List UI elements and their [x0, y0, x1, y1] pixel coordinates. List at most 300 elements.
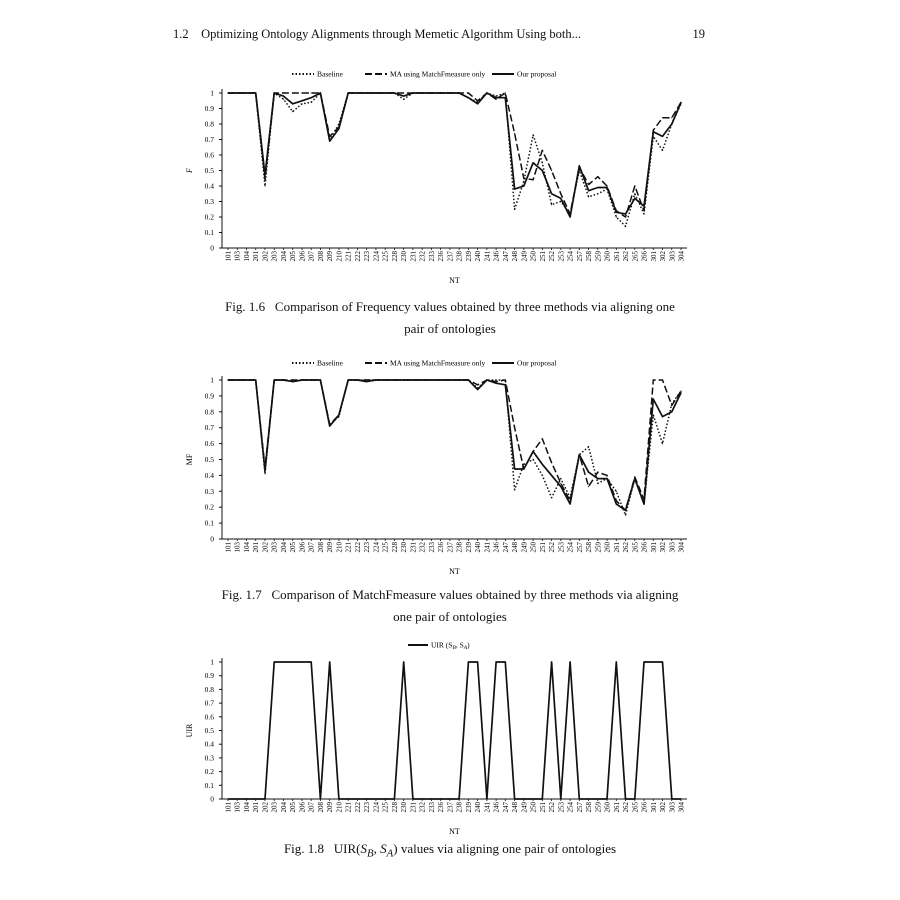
data-point: [255, 379, 256, 380]
data-point: [348, 92, 349, 93]
data-point: [264, 473, 265, 474]
data-point: [551, 193, 552, 194]
data-point: [477, 389, 478, 390]
data-point: [643, 213, 644, 214]
data-point: [616, 491, 617, 492]
x-tick-label: 233: [427, 542, 436, 553]
data-point: [671, 798, 672, 799]
data-point: [246, 798, 247, 799]
x-tick-label: 101: [224, 542, 233, 553]
data-point: [514, 189, 515, 190]
y-tick-label: 0.1: [204, 228, 214, 237]
data-point: [588, 446, 589, 447]
data-point: [431, 798, 432, 799]
series-line-dashed: [228, 380, 681, 510]
data-point: [653, 131, 654, 132]
data-point: [653, 414, 654, 415]
x-tick-label: 206: [298, 251, 307, 262]
data-point: [653, 379, 654, 380]
data-point: [394, 379, 395, 380]
x-tick-label: 240: [474, 542, 483, 553]
data-point: [227, 798, 228, 799]
data-point: [366, 798, 367, 799]
data-point: [311, 379, 312, 380]
x-tick-label: 254: [566, 802, 575, 813]
x-tick-label: 304: [677, 251, 686, 262]
x-tick-label: 241: [483, 802, 492, 813]
x-tick-label: 232: [418, 251, 427, 262]
x-tick-label: 257: [575, 251, 584, 262]
x-tick-label: 251: [538, 802, 547, 813]
data-point: [560, 798, 561, 799]
x-tick-label: 208: [316, 802, 325, 813]
data-point: [588, 184, 589, 185]
data-point: [459, 798, 460, 799]
legend-label: MA using MatchFmeasure only: [390, 69, 486, 79]
y-tick-label: 0.4: [204, 739, 214, 749]
x-tick-label: 209: [326, 802, 335, 813]
data-point: [680, 102, 681, 103]
data-point: [662, 443, 663, 444]
x-tick-label: 201: [252, 802, 261, 813]
y-axis-title: UIR: [185, 723, 194, 738]
data-point: [560, 198, 561, 199]
data-point: [477, 384, 478, 385]
x-tick-label: 224: [372, 542, 381, 553]
data-point: [560, 483, 561, 484]
legend-label: Our proposal: [517, 69, 557, 79]
data-point: [606, 478, 607, 479]
data-point: [680, 798, 681, 799]
data-point: [375, 798, 376, 799]
x-tick-label: 250: [529, 542, 538, 553]
x-tick-label: 248: [511, 251, 520, 262]
data-point: [514, 427, 515, 428]
data-point: [422, 92, 423, 93]
caption-fig-1-6: [150, 296, 750, 340]
data-point: [662, 379, 663, 380]
data-point: [662, 136, 663, 137]
x-tick-label: 266: [640, 802, 649, 813]
data-point: [320, 379, 321, 380]
data-point: [301, 100, 302, 101]
data-point: [569, 216, 570, 217]
x-tick-label: 260: [603, 542, 612, 553]
data-point: [597, 483, 598, 484]
data-point: [329, 426, 330, 427]
x-tick-label: 254: [566, 251, 575, 262]
figure-1-6: [170, 62, 730, 292]
data-point: [274, 379, 275, 380]
data-point: [329, 661, 330, 662]
x-tick-label: 260: [603, 251, 612, 262]
data-point: [542, 438, 543, 439]
data-point: [560, 193, 561, 194]
x-axis-title: NT: [449, 827, 460, 836]
y-tick-label: 1: [210, 88, 214, 98]
x-tick-label: 205: [289, 802, 298, 813]
data-point: [542, 170, 543, 171]
data-point: [449, 798, 450, 799]
data-point: [551, 497, 552, 498]
y-tick-label: 0.1: [204, 518, 214, 528]
data-point: [459, 92, 460, 93]
x-tick-label: 301: [649, 251, 658, 262]
x-tick-label: 259: [594, 802, 603, 813]
data-point: [496, 99, 497, 100]
x-tick-label: 231: [409, 251, 418, 262]
y-tick-label: 0.6: [204, 439, 214, 449]
data-point: [514, 489, 515, 490]
y-tick-label: 0.3: [204, 197, 214, 206]
x-tick-label: 262: [622, 251, 631, 262]
x-tick-label: 103: [233, 802, 242, 813]
data-point: [459, 379, 460, 380]
series-line-dashed: [228, 93, 681, 217]
data-point: [264, 798, 265, 799]
data-point: [606, 187, 607, 188]
x-tick-label: 203: [270, 802, 279, 813]
data-point: [542, 162, 543, 163]
x-tick-label: 205: [289, 542, 298, 553]
data-point: [468, 97, 469, 98]
data-point: [653, 661, 654, 662]
data-point: [292, 381, 293, 382]
data-point: [532, 798, 533, 799]
x-tick-label: 262: [622, 542, 631, 553]
data-point: [671, 411, 672, 412]
data-point: [523, 185, 524, 186]
x-tick-label: 101: [224, 802, 233, 813]
data-point: [292, 111, 293, 112]
x-tick-label: 231: [409, 542, 418, 553]
data-point: [227, 379, 228, 380]
x-tick-label: 230: [400, 251, 409, 262]
data-point: [477, 100, 478, 101]
x-tick-label: 231: [409, 802, 418, 813]
data-point: [606, 185, 607, 186]
data-point: [616, 212, 617, 213]
y-tick-label: 0.7: [204, 698, 214, 708]
data-point: [597, 193, 598, 194]
data-point: [237, 798, 238, 799]
y-tick-label: 0.5: [204, 166, 214, 175]
data-point: [514, 209, 515, 210]
data-point: [375, 92, 376, 93]
x-tick-label: 239: [464, 251, 473, 262]
x-tick-label: 250: [529, 802, 538, 813]
x-tick-label: 232: [418, 802, 427, 813]
x-tick-label: 221: [344, 251, 353, 262]
y-tick-label: 0.4: [204, 470, 214, 480]
caption-text-line2: one pair of ontologies: [393, 609, 507, 624]
x-tick-label: 224: [372, 802, 381, 813]
x-tick-label: 222: [353, 251, 362, 262]
x-tick-label: 248: [511, 802, 520, 813]
data-point: [440, 379, 441, 380]
data-point: [283, 661, 284, 662]
caption-text-line2: pair of ontologies: [404, 321, 496, 336]
data-point: [440, 798, 441, 799]
data-point: [486, 379, 487, 380]
data-point: [569, 503, 570, 504]
data-point: [440, 92, 441, 93]
data-point: [357, 92, 358, 93]
data-point: [662, 661, 663, 662]
data-point: [412, 92, 413, 93]
data-point: [542, 150, 543, 151]
x-tick-label: 222: [353, 542, 362, 553]
y-axis-title: F: [185, 168, 194, 173]
legend-label: Baseline: [317, 358, 343, 368]
data-point: [357, 798, 358, 799]
y-tick-label: 0: [210, 243, 214, 253]
data-point: [634, 798, 635, 799]
data-point: [532, 179, 533, 180]
data-point: [264, 185, 265, 186]
data-point: [551, 475, 552, 476]
caption-label: Fig. 1.8: [283, 841, 325, 856]
x-tick-label: 252: [548, 542, 557, 553]
y-tick-label: 0.7: [204, 135, 214, 144]
x-tick-label: 247: [501, 251, 510, 262]
running-head: [173, 27, 705, 42]
legend-label: Our proposal: [517, 358, 557, 368]
data-point: [532, 451, 533, 452]
x-tick-label: 207: [307, 802, 316, 813]
data-point: [496, 383, 497, 384]
data-point: [606, 798, 607, 799]
data-point: [505, 97, 506, 98]
caption-text: $UIR(S_B$, $S_A$) values via aligning one pair of ontologies: [333, 841, 617, 860]
y-tick-label: 0.6: [204, 712, 214, 722]
x-tick-label: 303: [668, 542, 677, 553]
x-tick-label: 209: [326, 542, 335, 553]
y-tick-label: 0.8: [204, 684, 214, 694]
data-point: [523, 181, 524, 182]
data-point: [403, 661, 404, 662]
x-tick-label: 236: [437, 251, 446, 262]
x-tick-label: 253: [557, 251, 566, 262]
data-point: [274, 661, 275, 662]
y-tick-label: 0.7: [204, 423, 214, 433]
x-tick-label: 225: [381, 802, 390, 813]
data-point: [634, 198, 635, 199]
x-tick-label: 104: [242, 542, 251, 553]
data-point: [505, 92, 506, 93]
x-tick-label: 222: [353, 802, 362, 813]
data-point: [532, 162, 533, 163]
data-point: [449, 379, 450, 380]
data-point: [412, 798, 413, 799]
data-point: [597, 176, 598, 177]
data-point: [597, 478, 598, 479]
x-tick-label: 261: [612, 542, 621, 553]
data-point: [468, 92, 469, 93]
x-tick-label: 201: [252, 542, 261, 553]
data-point: [653, 398, 654, 399]
data-point: [560, 486, 561, 487]
data-point: [385, 92, 386, 93]
x-tick-label: 259: [594, 542, 603, 553]
data-point: [301, 103, 302, 104]
x-tick-label: 233: [427, 251, 436, 262]
chart-uir: [170, 634, 730, 839]
data-point: [255, 798, 256, 799]
data-point: [579, 165, 580, 166]
data-point: [431, 92, 432, 93]
data-point: [542, 475, 543, 476]
x-tick-label: 236: [437, 542, 446, 553]
y-tick-label: 1: [210, 657, 214, 667]
x-tick-label: 210: [335, 251, 344, 262]
data-point: [625, 798, 626, 799]
data-point: [255, 92, 256, 93]
x-tick-label: 262: [622, 802, 631, 813]
x-tick-label: 304: [677, 542, 686, 553]
data-point: [643, 503, 644, 504]
x-tick-label: 250: [529, 251, 538, 262]
data-point: [588, 190, 589, 191]
data-point: [320, 92, 321, 93]
data-point: [643, 206, 644, 207]
data-point: [505, 661, 506, 662]
caption-label: Fig. 1.6: [225, 299, 266, 314]
x-tick-label: 246: [492, 251, 501, 262]
data-point: [246, 92, 247, 93]
x-tick-label: 253: [557, 802, 566, 813]
x-tick-label: 237: [446, 802, 455, 813]
data-point: [634, 478, 635, 479]
data-point: [625, 226, 626, 227]
data-point: [579, 454, 580, 455]
data-point: [301, 379, 302, 380]
y-tick-label: 0.3: [204, 486, 214, 496]
x-tick-label: 206: [298, 802, 307, 813]
data-point: [505, 379, 506, 380]
x-tick-label: 104: [242, 802, 251, 813]
y-tick-label: 0.8: [204, 119, 214, 129]
x-tick-label: 304: [677, 802, 686, 813]
data-point: [246, 379, 247, 380]
data-point: [311, 92, 312, 93]
x-tick-label: 241: [483, 251, 492, 262]
x-tick-label: 251: [538, 542, 547, 553]
data-point: [468, 661, 469, 662]
x-tick-label: 202: [261, 542, 270, 553]
data-point: [348, 798, 349, 799]
data-point: [394, 92, 395, 93]
x-tick-label: 260: [603, 802, 612, 813]
data-point: [292, 92, 293, 93]
data-point: [385, 798, 386, 799]
y-tick-label: 0.2: [204, 502, 214, 512]
x-tick-label: 265: [631, 251, 640, 262]
x-tick-label: 252: [548, 802, 557, 813]
data-point: [588, 472, 589, 473]
data-point: [514, 468, 515, 469]
x-tick-label: 237: [446, 542, 455, 553]
section-title: Optimizing Ontology Alignments through Memetic Algorithm Using both...: [201, 27, 581, 41]
x-axis-title: NT: [449, 567, 460, 576]
x-tick-label: 249: [520, 251, 529, 262]
x-tick-label: 248: [511, 542, 520, 553]
data-point: [662, 117, 663, 118]
data-point: [671, 123, 672, 124]
caption-label: Fig. 1.7: [221, 587, 262, 602]
data-point: [625, 216, 626, 217]
data-point: [532, 459, 533, 460]
section-number: 1.2: [173, 27, 189, 41]
data-point: [412, 379, 413, 380]
data-point: [375, 379, 376, 380]
data-point: [348, 379, 349, 380]
data-point: [569, 661, 570, 662]
data-point: [264, 175, 265, 176]
data-point: [523, 468, 524, 469]
data-point: [653, 130, 654, 131]
x-tick-label: 238: [455, 251, 464, 262]
x-tick-label: 104: [242, 251, 251, 262]
x-tick-label: 246: [492, 542, 501, 553]
data-point: [496, 379, 497, 380]
x-tick-label: 258: [585, 802, 594, 813]
x-tick-label: 221: [344, 802, 353, 813]
data-point: [662, 416, 663, 417]
data-point: [625, 510, 626, 511]
data-point: [301, 92, 302, 93]
data-point: [422, 798, 423, 799]
data-point: [671, 117, 672, 118]
data-point: [422, 379, 423, 380]
caption-text: Comparison of MatchFmeasure values obtained by three methods via aligning: [271, 587, 679, 602]
x-tick-label: 207: [307, 251, 316, 262]
x-tick-label: 236: [437, 802, 446, 813]
page-number: 19: [692, 27, 705, 41]
x-tick-label: 207: [307, 542, 316, 553]
data-point: [532, 134, 533, 135]
x-tick-label: 225: [381, 542, 390, 553]
data-point: [385, 379, 386, 380]
x-tick-label: 202: [261, 251, 270, 262]
x-tick-label: 228: [390, 542, 399, 553]
data-point: [338, 414, 339, 415]
data-point: [283, 379, 284, 380]
data-point: [292, 379, 293, 380]
data-point: [403, 92, 404, 93]
series-line-solid: [228, 93, 681, 217]
x-tick-label: 228: [390, 251, 399, 262]
data-point: [486, 798, 487, 799]
data-point: [338, 798, 339, 799]
data-point: [477, 661, 478, 662]
x-tick-label: 302: [659, 802, 668, 813]
x-tick-label: 266: [640, 542, 649, 553]
x-tick-label: 266: [640, 251, 649, 262]
x-tick-label: 210: [335, 802, 344, 813]
x-tick-label: 261: [612, 251, 621, 262]
data-point: [542, 464, 543, 465]
data-point: [625, 515, 626, 516]
x-tick-label: 221: [344, 542, 353, 553]
data-point: [496, 381, 497, 382]
y-tick-label: 0.9: [204, 391, 214, 401]
data-point: [237, 379, 238, 380]
x-tick-label: 238: [455, 802, 464, 813]
x-tick-label: 258: [585, 542, 594, 553]
x-tick-label: 302: [659, 542, 668, 553]
x-tick-label: 103: [233, 542, 242, 553]
